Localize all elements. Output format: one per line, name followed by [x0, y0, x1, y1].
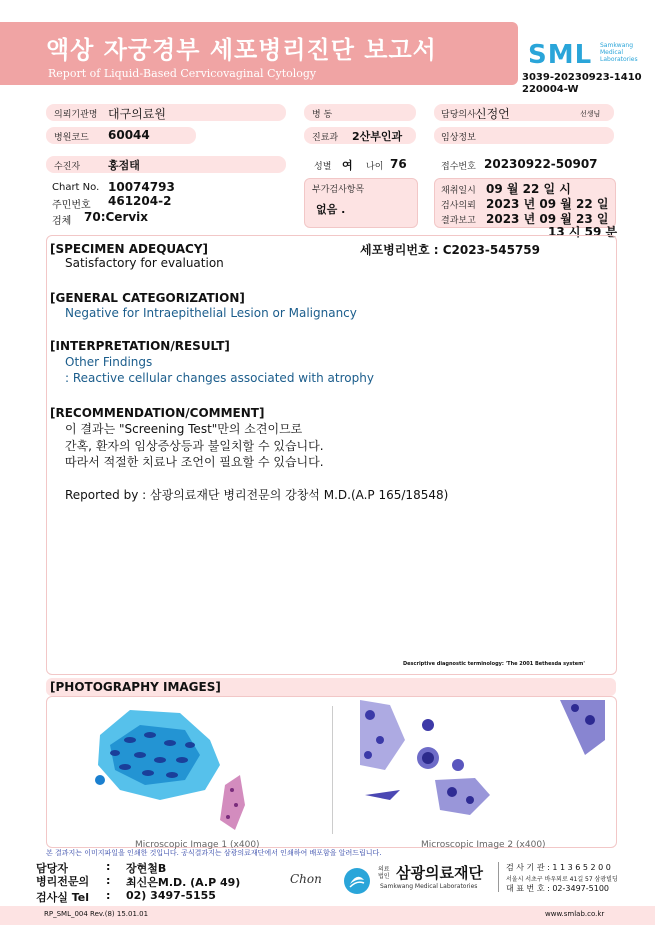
adequacy-heading: [SPECIMEN ADEQUACY] [50, 242, 209, 256]
institution-label: 의뢰기관명 [54, 110, 98, 120]
request-value: 2023 년 09 월 22 일 [486, 197, 609, 211]
adequacy-text: Satisfactory for evaluation [65, 256, 224, 270]
form-code: RP_SML_004 Rev.(8) 15.01.01 [44, 910, 149, 918]
lab-tel-label: 검사실 Tel [36, 891, 89, 904]
general-text: Negative for Intraepithelial Lesion or Malignancy [65, 306, 357, 320]
sex-value: 여 [342, 159, 353, 172]
interpretation-line-2: : Reactive cellular changes associated with atrophy [65, 371, 374, 385]
photography-heading: [PHOTOGRAPHY IMAGES] [50, 680, 221, 694]
recommendation-line-3: 따라서 적절한 치료나 조언이 필요할 수 있습니다. [65, 455, 324, 469]
exam-label: 검체 [52, 216, 72, 227]
footer-notice: 본 결과지는 이미지파일을 인쇄한 것입니다. 공식결과지는 삼광의료재단에서 인쇄하여 배포함을 알려드립니다. [46, 849, 382, 857]
pathologist-label: 병리전문의 [36, 875, 90, 888]
hospital-code-label: 병원코드 [54, 133, 89, 143]
doctor-suffix: 선생님 [580, 110, 601, 118]
sex-label: 성별 [314, 162, 332, 172]
ward-label: 병 동 [312, 110, 333, 120]
doctor-value: 신정언 [475, 107, 510, 121]
age-label: 나이 [366, 162, 384, 172]
recommendation-heading: [RECOMMENDATION/COMMENT] [50, 406, 265, 420]
staff-colon: : [106, 860, 111, 873]
hospital-code-value: 60044 [108, 128, 150, 142]
foundation-prefix-line: 법인 [378, 873, 390, 880]
document-number-line: 3039-20230923-1410 [522, 72, 642, 83]
signature: Chon [290, 872, 322, 886]
address: 서울시 서초구 바우뫼로 41길 57 삼광빌딩 [506, 876, 618, 883]
sml-logo-sub [600, 42, 650, 63]
foundation-logo-icon [344, 868, 370, 894]
foundation-prefix-line: 의료 [378, 866, 390, 873]
logo-sub-line: Samkwang [600, 42, 633, 49]
extra-tests-value: 없음 . [316, 203, 346, 216]
institution-value: 대구의료원 [108, 107, 166, 121]
doctor-label: 담당의사 [441, 110, 476, 120]
id-value: 461204-2 [108, 194, 172, 208]
org-code: 검 사 기 관 : 1 1 3 6 5 2 0 0 [506, 863, 611, 872]
dept-value: 2산부인과 [352, 130, 403, 143]
logo-sub-line: Laboratories [600, 56, 638, 63]
logo-sub-line: Medical [600, 49, 623, 56]
result-label: 결과보고 [441, 216, 476, 226]
staff-label: 담당자 [36, 862, 68, 875]
interpretation-line-1: Other Findings [65, 355, 153, 369]
foundation-prefix [378, 866, 390, 880]
id-label: 주민번호 [52, 200, 91, 211]
dept-label: 진료과 [312, 133, 339, 143]
image-1-caption: Microscopic Image 1 (x400) [135, 840, 260, 850]
lab-tel-value: 02) 3497-5155 [126, 889, 216, 902]
cytology-number: 세포병리번호 : C2023-545759 [360, 243, 540, 257]
result-value: 2023 년 09 월 23 일 [486, 212, 609, 226]
microscopic-image-1 [90, 705, 260, 835]
sml-logo: SML [528, 40, 593, 70]
clinical-label: 임상정보 [441, 133, 476, 143]
report-title: 액상 자궁경부 세포병리진단 보고서 [46, 36, 437, 64]
collector-field [46, 156, 286, 173]
request-label: 검사의뢰 [441, 201, 476, 211]
pathologist-value: 최신은M.D. (A.P 49) [126, 876, 241, 889]
exam-value: 70:Cervix [84, 210, 149, 224]
website: www.smlab.co.kr [545, 910, 605, 918]
microscopic-image-2 [360, 700, 605, 832]
foundation-en: Samkwang Medical Laboratories [380, 883, 478, 890]
collect-value: 09 월 22 일 시 [486, 182, 571, 196]
recommendation-line-1: 이 결과는 "Screening Test"만의 소견이므로 [65, 422, 303, 436]
report-subtitle: Report of Liquid-Based Cervicovaginal Cytology [48, 67, 317, 80]
reported-by: Reported by : 삼광의료재단 병리전문의 강창석 M.D.(A.P 165/18548) [65, 488, 449, 502]
foundation-name: 삼광의료재단 [396, 864, 483, 882]
general-heading: [GENERAL CATEGORIZATION] [50, 291, 245, 305]
chart-value: 10074793 [108, 180, 175, 194]
image-divider [332, 706, 333, 834]
lab-tel-colon: : [106, 889, 111, 902]
recommendation-line-2: 간혹, 환자의 임상증상등과 불일치할 수 있습니다. [65, 439, 324, 453]
collector-value: 홍점태 [108, 159, 140, 172]
staff-value: 장현철B [126, 862, 167, 875]
pathologist-colon: : [106, 874, 111, 887]
chart-label: Chart No. [52, 182, 100, 193]
image-2-caption: Microscopic Image 2 (x400) [421, 840, 546, 850]
terminology-note: Descriptive diagnostic terminology: 'The 2001 Bethesda system' [403, 661, 585, 667]
age-value: 76 [390, 157, 407, 171]
receipt-label: 접수번호 [441, 162, 476, 172]
rep-phone: 대 표 번 호 : 02-3497-5100 [506, 884, 609, 893]
footer-divider [498, 862, 499, 892]
extra-tests-label: 부가검사항목 [312, 185, 365, 195]
document-number [522, 72, 642, 96]
result-time: 13 시 59 분 [548, 225, 618, 239]
interpretation-heading: [INTERPRETATION/RESULT] [50, 339, 230, 353]
collect-label: 채취일시 [441, 186, 476, 196]
collector-label: 수진자 [54, 162, 81, 172]
document-number-line: 220004-W [522, 84, 579, 95]
receipt-value: 20230922-50907 [484, 157, 598, 171]
